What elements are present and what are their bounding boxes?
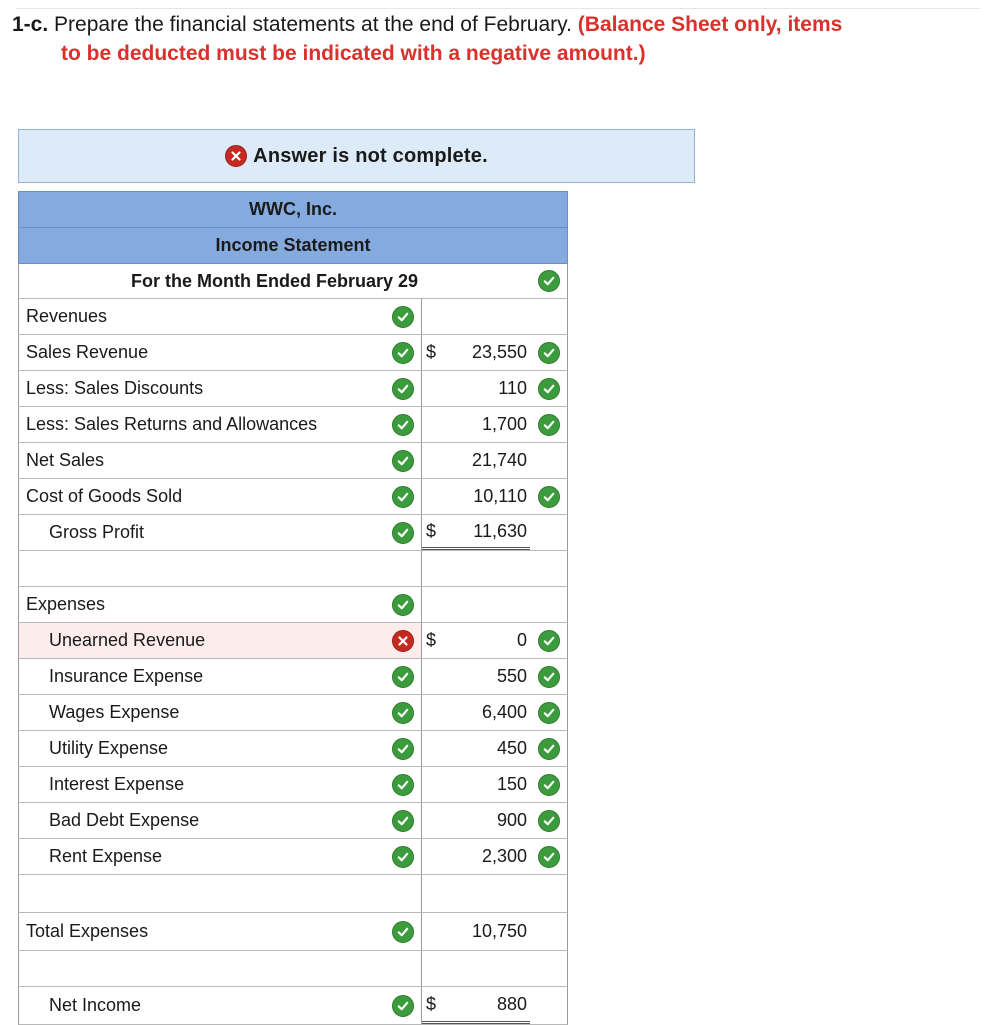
row-currency[interactable]: $	[422, 623, 448, 658]
row-label-check	[385, 587, 422, 622]
row-label-check	[385, 695, 422, 730]
company-name[interactable]: WWC, Inc.	[18, 191, 568, 227]
row-currency[interactable]	[422, 407, 448, 442]
row-amount[interactable]: 6,400	[481, 702, 527, 722]
row-label[interactable]: Sales Revenue	[26, 342, 149, 362]
row-label-check	[385, 551, 422, 586]
statement-row	[18, 371, 568, 407]
row-amount[interactable]: 11,630	[448, 515, 530, 550]
period-row	[18, 263, 568, 299]
statement-row	[18, 299, 568, 335]
row-label[interactable]	[19, 951, 385, 986]
top-divider	[16, 8, 980, 9]
row-amount[interactable]	[448, 875, 530, 912]
row-label[interactable]	[19, 551, 385, 586]
check-icon	[392, 995, 414, 1017]
row-amount[interactable]: 2,300	[481, 846, 527, 866]
row-label[interactable]: Unearned Revenue	[49, 630, 206, 650]
row-label[interactable]: Bad Debt Expense	[49, 810, 200, 830]
row-amount[interactable]: 880	[448, 987, 530, 1024]
row-currency[interactable]	[422, 731, 448, 766]
statement-row	[18, 335, 568, 371]
row-currency[interactable]	[422, 803, 448, 838]
row-amount-check	[530, 875, 567, 912]
row-amount-check	[530, 551, 567, 586]
row-label[interactable]: Net Sales	[26, 450, 105, 470]
row-amount[interactable]: 150	[496, 774, 527, 794]
statement-row	[18, 587, 568, 623]
row-amount-check	[530, 371, 567, 406]
check-icon	[392, 414, 414, 436]
row-label[interactable]: Wages Expense	[49, 702, 180, 722]
statement-row	[18, 551, 568, 587]
row-label[interactable]: Utility Expense	[49, 738, 169, 758]
statement-title[interactable]: Income Statement	[18, 227, 568, 263]
statement-row	[18, 659, 568, 695]
check-icon	[538, 342, 560, 364]
row-amount-check	[530, 839, 567, 874]
question-prompt: Prepare the financial statements at the end of February.	[54, 13, 572, 36]
period-label[interactable]: For the Month Ended February 29	[130, 270, 419, 291]
question-number: 1-c.	[12, 13, 49, 36]
row-currency[interactable]	[422, 913, 448, 950]
check-icon	[538, 666, 560, 688]
row-amount-check	[530, 913, 567, 950]
row-currency[interactable]	[422, 299, 448, 334]
check-icon	[392, 702, 414, 724]
check-icon	[392, 774, 414, 796]
row-label-check	[385, 803, 422, 838]
statement-row	[18, 987, 568, 1025]
row-amount[interactable]: 0	[448, 623, 530, 658]
row-currency[interactable]	[422, 551, 448, 586]
check-icon	[538, 630, 560, 652]
statement-row	[18, 731, 568, 767]
check-icon	[392, 810, 414, 832]
row-amount[interactable]	[448, 299, 530, 334]
row-label-check	[385, 479, 422, 514]
check-icon	[392, 921, 414, 943]
statement-row	[18, 839, 568, 875]
row-label[interactable]: Net Income	[49, 995, 142, 1015]
statement-row	[18, 875, 568, 913]
x-circle-icon	[225, 145, 247, 167]
row-amount[interactable]: 900	[496, 810, 527, 830]
statement-row	[18, 407, 568, 443]
row-amount-check	[530, 407, 567, 442]
row-amount-check	[530, 587, 567, 622]
row-amount[interactable]	[448, 551, 530, 586]
row-currency[interactable]	[422, 951, 448, 986]
check-icon	[392, 846, 414, 868]
check-icon	[538, 846, 560, 868]
row-amount[interactable]: 21,740	[471, 450, 527, 470]
check-icon	[392, 306, 414, 328]
row-amount-check	[530, 335, 567, 370]
row-label[interactable]: Expenses	[26, 594, 106, 614]
row-amount-check	[530, 951, 567, 986]
row-label-check	[385, 299, 422, 334]
row-amount-check	[530, 731, 567, 766]
row-label[interactable]	[19, 875, 385, 912]
row-label[interactable]: Cost of Goods Sold	[26, 486, 183, 506]
row-currency[interactable]	[422, 767, 448, 802]
check-icon	[392, 450, 414, 472]
row-currency[interactable]	[422, 371, 448, 406]
row-amount-check	[530, 515, 567, 550]
period-check	[530, 264, 567, 298]
question-instruction-2: to be deducted must be indicated with a negative amount.)	[61, 42, 646, 65]
row-amount-check	[530, 803, 567, 838]
row-label[interactable]: Rent Expense	[49, 846, 163, 866]
row-label-check	[385, 515, 422, 550]
row-currency[interactable]: $	[422, 987, 448, 1024]
feedback-status: Answer is not complete.	[253, 144, 488, 167]
check-icon	[538, 810, 560, 832]
row-amount[interactable]	[448, 951, 530, 986]
row-amount[interactable]: 10,110	[473, 486, 527, 506]
row-amount[interactable]: 1,700	[481, 414, 527, 434]
row-currency[interactable]	[422, 443, 448, 478]
row-currency[interactable]: $	[426, 342, 437, 362]
row-currency[interactable]	[422, 875, 448, 912]
row-amount[interactable]: 550	[496, 666, 527, 686]
row-amount-check	[530, 299, 567, 334]
row-label-check	[385, 875, 422, 912]
statement-row	[18, 803, 568, 839]
row-label-check	[385, 623, 422, 658]
row-currency[interactable]	[422, 839, 448, 874]
row-currency[interactable]	[422, 479, 448, 514]
row-label-check	[385, 407, 422, 442]
row-label[interactable]: Insurance Expense	[49, 666, 204, 686]
row-label-check	[385, 987, 422, 1024]
check-icon	[538, 414, 560, 436]
row-label-check	[385, 371, 422, 406]
row-amount-check	[530, 623, 567, 658]
row-label[interactable]: Less: Sales Returns and Allowances	[26, 414, 318, 434]
row-amount[interactable]: 450	[496, 738, 527, 758]
statement-row	[18, 479, 568, 515]
check-icon	[392, 342, 414, 364]
row-currency[interactable]: $	[422, 515, 448, 550]
row-label-check	[385, 839, 422, 874]
row-label[interactable]: Less: Sales Discounts	[26, 378, 204, 398]
statement-row	[18, 695, 568, 731]
row-amount-check	[530, 659, 567, 694]
row-label-check	[385, 335, 422, 370]
row-label-check	[385, 659, 422, 694]
check-icon	[392, 522, 414, 544]
feedback-banner	[18, 129, 695, 183]
row-amount[interactable]	[448, 587, 530, 622]
question-text	[12, 10, 987, 68]
row-label-check	[385, 913, 422, 950]
x-circle-icon	[392, 630, 414, 652]
row-amount-check	[530, 443, 567, 478]
row-label-check	[385, 767, 422, 802]
check-icon	[538, 486, 560, 508]
row-label[interactable]: Revenues	[26, 306, 108, 326]
check-icon	[538, 378, 560, 400]
row-amount[interactable]: 110	[498, 378, 527, 398]
check-icon	[392, 738, 414, 760]
row-amount-check	[530, 987, 567, 1024]
statement-row	[18, 913, 568, 951]
row-currency[interactable]	[422, 587, 448, 622]
row-currency[interactable]	[422, 695, 448, 730]
row-label-check	[385, 731, 422, 766]
income-statement	[18, 191, 568, 1025]
row-label[interactable]: Gross Profit	[49, 522, 145, 542]
statement-row	[18, 443, 568, 479]
row-amount-check	[530, 479, 567, 514]
row-currency[interactable]	[422, 659, 448, 694]
check-icon	[538, 774, 560, 796]
check-icon	[392, 666, 414, 688]
row-label-check	[385, 951, 422, 986]
check-icon	[538, 738, 560, 760]
row-amount[interactable]: 23,550	[471, 342, 527, 362]
row-amount-check	[530, 767, 567, 802]
check-icon	[392, 594, 414, 616]
row-amount[interactable]: 10,750	[471, 921, 527, 941]
check-icon	[392, 486, 414, 508]
check-icon	[538, 270, 560, 292]
check-icon	[538, 702, 560, 724]
statement-row	[18, 515, 568, 551]
row-label[interactable]: Interest Expense	[49, 774, 185, 794]
statement-row	[18, 767, 568, 803]
row-label[interactable]: Total Expenses	[26, 921, 149, 941]
row-amount-check	[530, 695, 567, 730]
row-label-check	[385, 443, 422, 478]
statement-row	[18, 623, 568, 659]
check-icon	[392, 378, 414, 400]
question-instruction-1: (Balance Sheet only, items	[577, 13, 843, 36]
statement-row	[18, 951, 568, 987]
